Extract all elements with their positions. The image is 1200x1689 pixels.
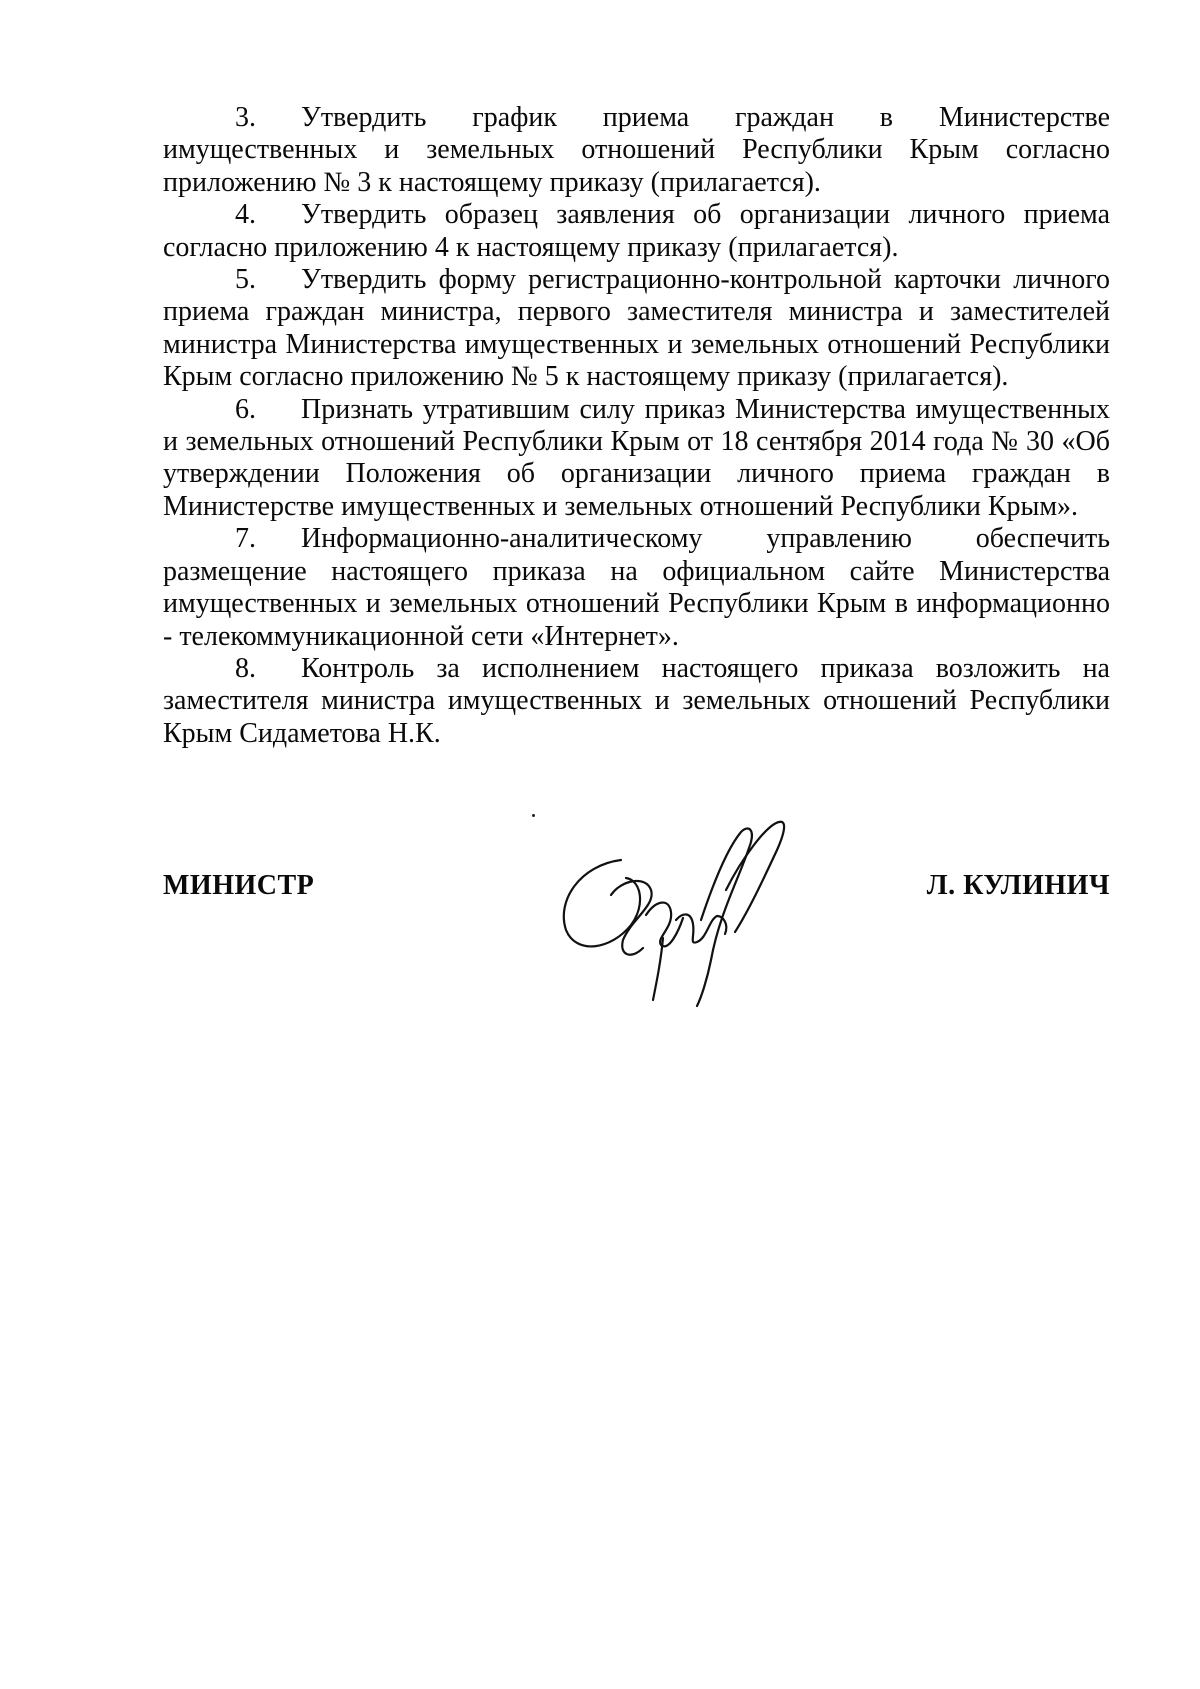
paragraph-text: Утвердить образец заявления об организации личного приема согласно приложению 4 к настоящему приказу (прилагается).: [163, 199, 1110, 263]
signature-block: [163, 870, 1110, 1010]
paragraph-3: [163, 102, 1110, 199]
paragraph-7: [163, 523, 1110, 653]
document-body: [163, 102, 1110, 750]
signatory-name: Л. КУЛИНИЧ: [926, 870, 1110, 901]
paragraph-text: Утвердить форму регистрационно-контрольной карточки личного приема граждан министра, первого заместителя министра и заместителей министра Министерства имущественных и земельных отношений Республики Крым согласно приложению № 5 к настоящему приказу (прилагается).: [163, 264, 1110, 393]
paragraph-number: 7.: [235, 523, 256, 555]
paragraph-4: [163, 199, 1110, 264]
paragraph-number: 6.: [235, 393, 256, 425]
paragraph-text: Информационно-аналитическому управлению обеспечить размещение настоящего приказа на официальном сайте Министерства имущественных и земельных отношений Республики Крым в информационно - телекоммуникационной сети «Интернет».: [163, 523, 1110, 652]
paragraph-number: 8.: [235, 652, 256, 684]
paragraph-8: [163, 653, 1110, 750]
signatory-title: МИНИСТР: [163, 870, 315, 901]
paragraph-text: Утвердить график приема граждан в Министерстве имущественных и земельных отношений Республики Крым согласно приложению № 3 к настоящему приказу (прилагается).: [163, 102, 1110, 198]
paragraph-text: Признать утратившим силу приказ Министерства имущественных и земельных отношений Республики Крым от 18 сентября 2014 года № 30 «Об утверждении Положения об организации личного приема граждан в Министерстве имущественных и земельных отношений Республики Крым».: [163, 393, 1110, 522]
paragraph-text: Контроль за исполнением настоящего приказа возложить на заместителя министра имущественных и земельных отношений Республики Крым Сидаметова Н.К.: [163, 652, 1110, 749]
paragraph-number: 3.: [235, 102, 256, 133]
scan-speck: [532, 814, 535, 817]
handwritten-signature-icon: [551, 820, 791, 1010]
paragraph-5: [163, 264, 1110, 394]
paragraph-number: 4.: [235, 199, 256, 231]
paragraph-number: 5.: [235, 264, 256, 296]
paragraph-6: [163, 394, 1110, 524]
